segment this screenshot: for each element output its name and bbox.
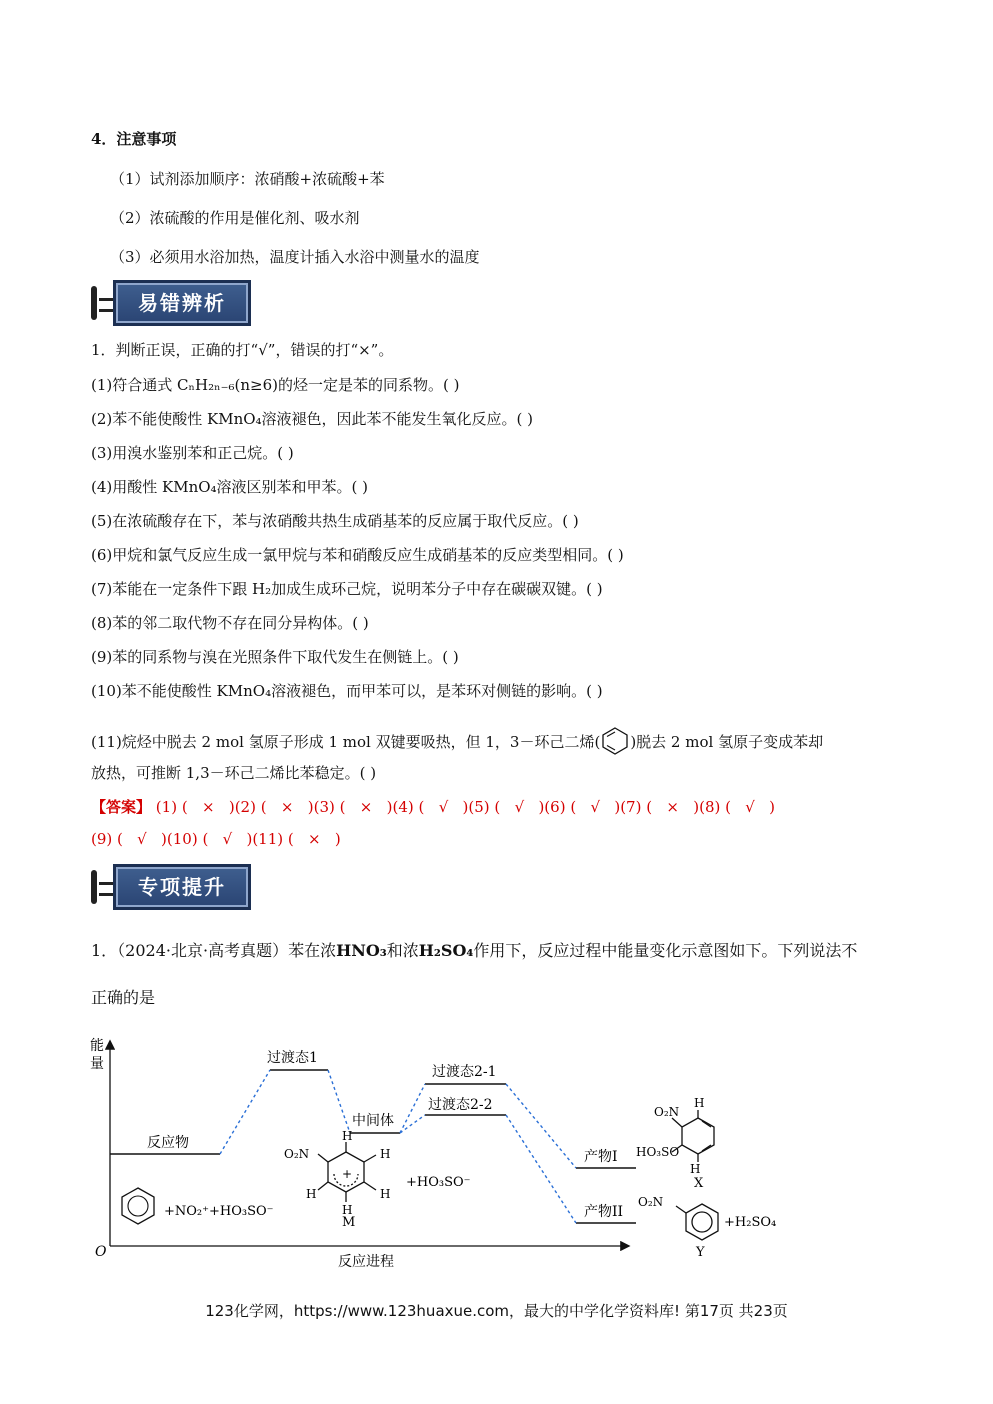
inter-plus: +	[342, 1167, 353, 1181]
page-footer: 123化学网，https://www.123huaxue.com，最大的中学化学资料库! 第17页 共23页	[205, 1302, 788, 1320]
q2-stem-c: 作用下，反应过程中能量变化示意图如下。下列说法不	[473, 941, 858, 960]
cyclohexadiene-icon	[600, 726, 630, 756]
q1-stem: 1．判断正误，正确的打“√”，错误的打“×”。	[91, 341, 394, 359]
y-axis-label-2: 量	[90, 1056, 104, 1072]
q1-item-9: (9)苯的同系物与溴在光照条件下取代发生在侧链上。( )	[91, 648, 459, 666]
q1-item-11-line1	[91, 726, 823, 756]
answer-label: 【答案】	[91, 798, 152, 816]
origin-label: O	[95, 1244, 107, 1260]
label-ts21: 过渡态2-1	[432, 1064, 497, 1080]
q2-stem-a: 1．（2024·北京·高考真题）苯在浓	[91, 941, 337, 960]
q1-item-11-part-b: )脱去 2 mol 氢原子变成苯却	[630, 733, 824, 751]
product-x-ho3so: HO₃SO	[636, 1145, 680, 1159]
q1-item-4: (4)用酸性 KMnO₄溶液区别苯和甲苯。( )	[91, 478, 369, 496]
label-reactant: 反应物	[147, 1135, 189, 1151]
product-x-h-top: H	[694, 1096, 705, 1110]
inter-h-bottom-right: H	[380, 1187, 391, 1201]
q1-item-8: (8)苯的邻二取代物不存在同分异构体。( )	[91, 614, 369, 632]
section-banner-practice-label: 专项提升	[113, 864, 251, 910]
label-product2: 产物II	[584, 1204, 624, 1220]
notes-heading: 4．注意事项	[91, 130, 177, 148]
inter-h-bottom: H	[342, 1203, 353, 1217]
q1-item-3: (3)用溴水鉴别苯和正己烷。( )	[91, 444, 294, 462]
q1-item-11-line2: 放热，可推断 1,3－环己二烯比苯稳定。( )	[91, 764, 377, 782]
answer-6: √	[590, 798, 601, 816]
answer-2: ×	[280, 798, 294, 816]
benzene-icon	[122, 1188, 154, 1224]
inter-plus-formula: +HO₃SO⁻	[406, 1175, 471, 1190]
q2-hno3: HNO₃	[336, 941, 387, 960]
label-ts1: 过渡态1	[267, 1050, 318, 1066]
answer-1: ×	[201, 798, 215, 816]
inter-no2: O₂N	[284, 1147, 310, 1161]
nitrobenzene-icon	[676, 1204, 718, 1240]
answer-11: ×	[308, 830, 321, 848]
inter-h-bottom-left: H	[306, 1187, 317, 1201]
answer-line-1: 【答案】 (1) ( × )(2) ( × )(3) ( × )(4) ( √ )(5) ( √ )(6) ( √ )(7) ( × )(8) ( √ )	[91, 798, 775, 816]
energy-diagram	[80, 1030, 800, 1280]
label-intermediate: 中间体	[352, 1113, 394, 1129]
notes-item-2: （2）浓硫酸的作用是催化剂、吸水剂	[110, 209, 360, 227]
q2-h2so4: H₂SO₄	[418, 941, 474, 960]
label-product1: 产物I	[584, 1149, 618, 1165]
answer-9: √	[137, 830, 147, 848]
label-ts22: 过渡态2-2	[428, 1097, 493, 1113]
product-x-no2: O₂N	[654, 1105, 680, 1119]
product-y-no2: O₂N	[638, 1195, 664, 1209]
answer-4: √	[438, 798, 449, 816]
answer-7: ×	[666, 798, 679, 816]
q1-item-1: (1)符合通式 CₙH₂ₙ₋₆(n≥6)的烃一定是苯的同系物。( )	[91, 376, 460, 394]
inter-h-top: H	[342, 1129, 353, 1143]
q2-stem-line1	[91, 938, 857, 961]
notes-item-3: （3）必须用水浴加热，温度计插入水浴中测量水的温度	[110, 248, 480, 266]
label-M: M	[342, 1215, 356, 1230]
q1-item-11-part-a: (11)烷烃中脱去 2 mol 氢原子形成 1 mol 双键要吸热，但 1，3－环己二烯(	[91, 733, 601, 751]
product-x-h-bottom: H	[690, 1162, 701, 1176]
y-axis-label-1: 能	[90, 1038, 104, 1054]
answer-5: √	[514, 798, 525, 816]
q1-item-6: (6)甲烷和氯气反应生成一氯甲烷与苯和硝酸反应生成硝基苯的反应类型相同。( )	[91, 546, 624, 564]
q1-item-7: (7)苯能在一定条件下跟 H₂加成生成环己烷，说明苯分子中存在碳碳双键。( )	[91, 580, 603, 598]
answer-8: √	[745, 798, 755, 816]
inter-h-right: H	[380, 1147, 391, 1161]
section-banner-practice	[91, 864, 251, 908]
q1-item-10: (10)苯不能使酸性 KMnO₄溶液褪色，而甲苯可以，是苯环对侧链的影响。( )	[91, 682, 603, 700]
q2-stem-b: 和浓	[386, 941, 419, 960]
section-banner-errors-label: 易错辨析	[113, 280, 251, 326]
answer-3: ×	[359, 798, 373, 816]
answer-line-2: (9) ( √ )(10) ( √ )(11) ( × )	[91, 830, 341, 848]
q1-item-2: (2)苯不能使酸性 KMnO₄溶液褪色，因此苯不能发生氧化反应。( )	[91, 410, 534, 428]
answer-10: √	[222, 830, 233, 848]
product-y-h2so4: +H₂SO₄	[724, 1215, 777, 1230]
x-axis-label: 反应进程	[338, 1254, 394, 1270]
q2-stem-line2: 正确的是	[91, 988, 156, 1007]
section-banner-errors	[91, 280, 251, 324]
label-X: X	[694, 1176, 704, 1191]
reactant-formula: +NO₂⁺+HO₃SO⁻	[164, 1204, 274, 1219]
q1-item-5: (5)在浓硫酸存在下，苯与浓硝酸共热生成硝基苯的反应属于取代反应。( )	[91, 512, 579, 530]
notes-item-1: （1）试剂添加顺序：浓硝酸+浓硫酸+苯	[110, 170, 385, 188]
label-Y: Y	[696, 1245, 705, 1260]
